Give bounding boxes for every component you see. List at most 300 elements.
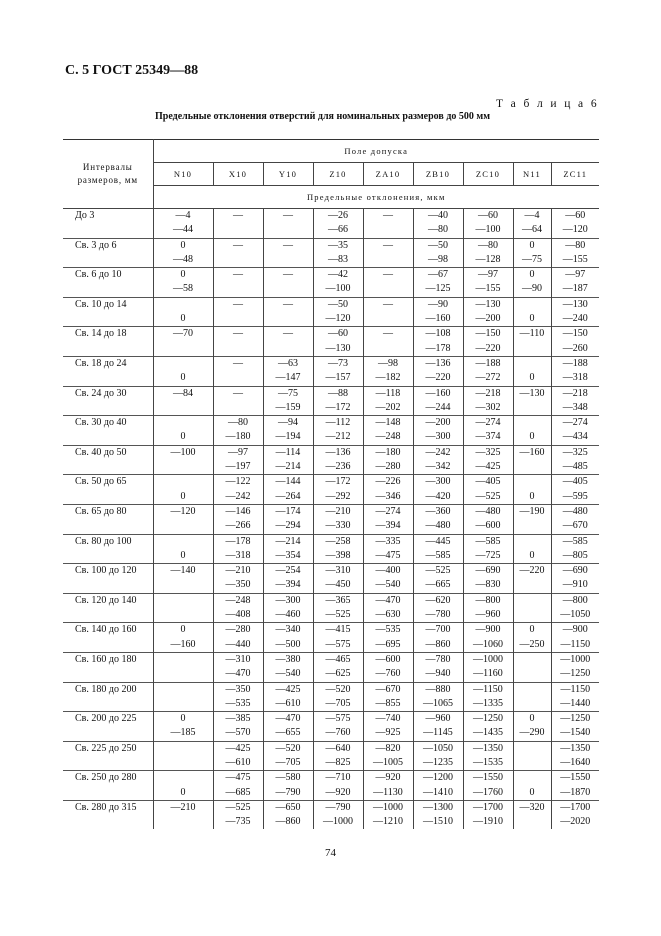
deviation-cell <box>213 327 263 357</box>
upper-deviation: —258 <box>325 535 351 547</box>
deviation-cell <box>363 771 413 801</box>
upper-deviation: —248 <box>225 594 251 606</box>
deviation-cell <box>313 800 363 829</box>
upper-deviation: —1150 <box>560 683 591 695</box>
row-interval-label: Св. 225 до 250 <box>63 741 153 771</box>
row-interval-label: Св. 40 до 50 <box>63 445 153 475</box>
deviation-cell <box>413 741 463 771</box>
lower-deviation: —1440 <box>560 697 591 709</box>
lower-deviation: —920 <box>325 786 351 798</box>
deviation-cell <box>363 238 413 268</box>
lower-deviation <box>514 401 551 415</box>
upper-deviation: —480 <box>562 505 588 517</box>
upper-deviation <box>514 357 551 371</box>
table-row <box>63 593 599 623</box>
lower-deviation: —330 <box>325 520 351 532</box>
column-header: Z10 <box>313 163 363 186</box>
upper-deviation: —75 <box>278 387 298 399</box>
upper-deviation <box>514 416 551 430</box>
lower-deviation: —540 <box>275 668 301 680</box>
lower-deviation <box>154 756 213 770</box>
upper-deviation: —385 <box>225 713 251 725</box>
lower-deviation: —178 <box>425 342 451 354</box>
deviation-cell <box>263 593 313 623</box>
lower-deviation: —760 <box>375 668 401 680</box>
deviation-cell <box>313 445 363 475</box>
deviation-cell <box>313 534 363 564</box>
upper-deviation: —900 <box>562 624 588 636</box>
upper-deviation: —670 <box>375 683 401 695</box>
lower-deviation: —860 <box>425 638 451 650</box>
lower-deviation: —670 <box>562 520 588 532</box>
upper-deviation: — <box>233 357 243 369</box>
upper-deviation: —1200 <box>423 772 453 784</box>
table-row <box>63 800 599 829</box>
column-header: ZC10 <box>463 163 513 186</box>
lower-deviation <box>214 312 263 326</box>
deviation-cell <box>463 771 513 801</box>
deviation-cell <box>551 623 599 653</box>
deviation-cell <box>463 534 513 564</box>
deviation-cell <box>413 475 463 505</box>
lower-deviation <box>154 667 213 681</box>
deviation-cell <box>513 445 551 475</box>
deviation-cell <box>513 682 551 712</box>
upper-deviation <box>154 357 213 371</box>
upper-deviation: —130 <box>519 387 545 399</box>
deviation-cell <box>363 593 413 623</box>
lower-deviation <box>514 460 551 474</box>
deviation-cell <box>313 238 363 268</box>
upper-deviation: —740 <box>375 713 401 725</box>
tolerance-table-wrapper <box>63 139 599 829</box>
deviation-cell <box>313 297 363 327</box>
deviation-cell <box>363 564 413 594</box>
deviation-cell <box>551 682 599 712</box>
deviation-cell <box>213 238 263 268</box>
upper-deviation: —380 <box>275 653 301 665</box>
deviation-cell <box>363 356 413 386</box>
deviation-cell <box>413 682 463 712</box>
deviation-cell <box>363 297 413 327</box>
upper-deviation: — <box>233 239 243 251</box>
upper-deviation: — <box>283 298 293 310</box>
upper-deviation: — <box>383 298 393 310</box>
deviation-cell <box>153 623 213 653</box>
table-row <box>63 682 599 712</box>
lower-deviation: —294 <box>275 520 301 532</box>
upper-deviation: —190 <box>519 505 545 517</box>
lower-deviation: —525 <box>475 490 501 502</box>
upper-deviation: —900 <box>475 624 501 636</box>
deviation-cell <box>413 771 463 801</box>
deviation-cell <box>513 475 551 505</box>
deviation-cell <box>513 800 551 829</box>
lower-deviation: —480 <box>425 520 451 532</box>
lower-deviation: —200 <box>475 313 501 325</box>
deviation-cell <box>313 386 363 416</box>
lower-deviation: —434 <box>562 431 588 443</box>
lower-deviation: —585 <box>425 549 451 561</box>
upper-deviation: 0 <box>529 239 535 251</box>
page-number: 74 <box>325 847 336 859</box>
upper-deviation <box>514 771 551 785</box>
deviation-cell <box>551 593 599 623</box>
deviation-cell <box>413 386 463 416</box>
table-row <box>63 297 599 327</box>
deviation-cell <box>551 652 599 682</box>
lower-deviation: —1160 <box>473 668 503 680</box>
upper-deviation: —242 <box>425 446 451 458</box>
lower-deviation: —64 <box>522 224 542 236</box>
upper-deviation: —274 <box>375 505 401 517</box>
lower-deviation <box>214 401 263 415</box>
deviation-cell <box>313 504 363 534</box>
lower-deviation <box>214 371 263 385</box>
table-row <box>63 623 599 653</box>
upper-deviation: —465 <box>325 653 351 665</box>
lower-deviation: —290 <box>519 727 545 739</box>
upper-deviation: —50 <box>428 239 448 251</box>
lower-deviation <box>514 756 551 770</box>
deviation-cell <box>551 238 599 268</box>
deviation-cell <box>413 356 463 386</box>
upper-deviation: —146 <box>225 505 251 517</box>
deviation-cell <box>363 268 413 298</box>
deviation-cell <box>463 416 513 446</box>
upper-deviation: —144 <box>275 476 301 488</box>
lower-deviation: —705 <box>325 697 351 709</box>
upper-deviation <box>154 594 213 608</box>
upper-deviation: —280 <box>225 624 251 636</box>
lower-deviation: —302 <box>475 401 501 413</box>
table-number: Т а б л и ц а 6 <box>495 98 599 110</box>
deviation-cell <box>213 741 263 771</box>
lower-deviation: —398 <box>325 549 351 561</box>
upper-deviation: —80 <box>228 417 248 429</box>
deviation-cell <box>213 771 263 801</box>
deviation-cell <box>153 593 213 623</box>
lower-deviation: —318 <box>225 549 251 561</box>
deviation-cell <box>313 741 363 771</box>
table-row <box>63 712 599 742</box>
upper-deviation: —640 <box>325 742 351 754</box>
lower-deviation: —272 <box>475 372 501 384</box>
upper-deviation: —130 <box>562 298 588 310</box>
upper-deviation: —180 <box>375 446 401 458</box>
upper-deviation: —88 <box>328 387 348 399</box>
upper-deviation: —1000 <box>373 801 403 813</box>
deviation-cell <box>263 445 313 475</box>
deviation-cell <box>463 209 513 239</box>
deviation-cell <box>153 327 213 357</box>
lower-deviation: —420 <box>425 490 451 502</box>
lower-deviation: —128 <box>475 253 501 265</box>
row-interval-label: Св. 14 до 18 <box>63 327 153 357</box>
upper-deviation: —585 <box>475 535 501 547</box>
lower-deviation: —202 <box>375 401 401 413</box>
deviation-cell <box>263 356 313 386</box>
deviation-cell <box>153 297 213 327</box>
row-interval-label: Св. 65 до 80 <box>63 504 153 534</box>
lower-deviation: —450 <box>325 579 351 591</box>
upper-deviation <box>154 475 213 489</box>
lower-deviation <box>364 223 413 237</box>
upper-deviation <box>154 535 213 549</box>
lower-deviation: —194 <box>275 431 301 443</box>
lower-deviation: 0 <box>529 786 535 798</box>
deviation-cell <box>153 268 213 298</box>
upper-deviation: —26 <box>328 210 348 221</box>
column-header: N11 <box>513 163 551 186</box>
lower-deviation: —394 <box>375 520 401 532</box>
deviation-cell <box>513 416 551 446</box>
upper-deviation: —1000 <box>473 653 503 665</box>
lower-deviation: —155 <box>562 253 588 265</box>
deviation-cell <box>363 416 413 446</box>
upper-deviation: —97 <box>565 269 586 281</box>
deviation-cell <box>263 741 313 771</box>
lower-deviation: —595 <box>562 490 588 502</box>
lower-deviation: —80 <box>428 224 448 236</box>
deviation-cell <box>263 682 313 712</box>
deviations-label: Предельные отклонения, мкм <box>153 186 599 209</box>
lower-deviation: —630 <box>375 609 401 621</box>
lower-deviation: —910 <box>562 579 588 591</box>
deviation-cell <box>463 800 513 829</box>
table-row <box>63 386 599 416</box>
upper-deviation: —790 <box>325 801 351 813</box>
lower-deviation: —236 <box>325 461 351 473</box>
upper-deviation: —300 <box>275 594 301 606</box>
deviation-cell <box>551 297 599 327</box>
upper-deviation: —405 <box>562 476 588 488</box>
lower-deviation: —130 <box>325 342 351 354</box>
lower-deviation: —280 <box>375 461 401 473</box>
lower-deviation: —1150 <box>560 638 591 650</box>
upper-deviation: —1550 <box>560 772 591 784</box>
lower-deviation: —925 <box>375 727 401 739</box>
upper-deviation: —60 <box>328 328 348 340</box>
row-interval-label: Св. 280 до 315 <box>63 800 153 829</box>
lower-deviation: —1640 <box>560 756 591 768</box>
lower-deviation: —264 <box>275 490 301 502</box>
lower-deviation: —695 <box>375 638 401 650</box>
upper-deviation: —110 <box>519 328 545 340</box>
lower-deviation <box>154 401 213 415</box>
upper-deviation: —112 <box>325 417 351 429</box>
deviation-cell <box>313 327 363 357</box>
upper-deviation: —60 <box>478 210 498 221</box>
upper-deviation: —97 <box>478 269 498 281</box>
upper-deviation: —535 <box>375 624 401 636</box>
row-interval-label: Св. 3 до 6 <box>63 238 153 268</box>
lower-deviation: —475 <box>375 549 401 561</box>
upper-deviation: —254 <box>275 565 301 577</box>
lower-deviation: —75 <box>522 253 542 265</box>
upper-deviation: —172 <box>325 476 351 488</box>
deviation-cell <box>413 268 463 298</box>
deviation-cell <box>551 712 599 742</box>
deviation-cell <box>213 209 263 239</box>
upper-deviation: —340 <box>275 624 301 636</box>
lower-deviation: —525 <box>325 609 351 621</box>
upper-deviation <box>514 535 551 549</box>
table-row <box>63 741 599 771</box>
upper-deviation: —405 <box>475 476 501 488</box>
tolerance-table <box>63 139 599 829</box>
table-row <box>63 238 599 268</box>
table-row <box>63 356 599 386</box>
lower-deviation: —1335 <box>473 697 503 709</box>
upper-deviation: —470 <box>375 594 401 606</box>
upper-deviation: —100 <box>170 446 196 458</box>
deviation-cell <box>313 652 363 682</box>
deviation-cell <box>551 534 599 564</box>
upper-deviation: 0 <box>180 713 186 725</box>
lower-deviation: 0 <box>529 431 535 443</box>
deviation-cell <box>153 209 213 239</box>
deviation-cell <box>263 268 313 298</box>
upper-deviation: —80 <box>565 239 586 251</box>
lower-deviation: —1910 <box>473 816 503 828</box>
deviation-cell <box>413 297 463 327</box>
lower-deviation: —940 <box>425 668 451 680</box>
lower-deviation <box>214 282 263 296</box>
lower-deviation: —100 <box>475 224 501 236</box>
upper-deviation: —214 <box>275 535 301 547</box>
deviation-cell <box>263 209 313 239</box>
upper-deviation: 0 <box>529 713 535 725</box>
deviation-cell <box>513 504 551 534</box>
deviation-cell <box>313 356 363 386</box>
upper-deviation: —365 <box>325 594 351 606</box>
deviation-cell <box>551 268 599 298</box>
table-row <box>63 771 599 801</box>
upper-deviation: 0 <box>180 269 186 281</box>
lower-deviation: —1130 <box>373 786 403 798</box>
lower-deviation: 0 <box>529 313 535 325</box>
lower-deviation: —600 <box>475 520 501 532</box>
upper-deviation: — <box>283 269 293 281</box>
upper-deviation: —800 <box>475 594 501 606</box>
deviation-cell <box>513 593 551 623</box>
document-header: С. 5 ГОСТ 25349—88 <box>65 63 199 78</box>
upper-deviation: —4 <box>524 210 540 221</box>
lower-deviation: —440 <box>225 638 251 650</box>
upper-deviation: —650 <box>275 801 301 813</box>
upper-deviation: —820 <box>375 742 401 754</box>
lower-deviation: —830 <box>475 579 501 591</box>
deviation-cell <box>463 504 513 534</box>
deviation-cell <box>313 209 363 239</box>
lower-deviation: —300 <box>425 431 451 443</box>
lower-deviation: —1065 <box>423 697 453 709</box>
deviation-cell <box>463 356 513 386</box>
deviation-cell <box>463 268 513 298</box>
upper-deviation: — <box>233 328 243 340</box>
deviation-cell <box>263 416 313 446</box>
lower-deviation: —374 <box>475 431 501 443</box>
deviation-cell <box>363 800 413 829</box>
row-interval-label: Св. 10 до 14 <box>63 297 153 327</box>
lower-deviation: —394 <box>275 579 301 591</box>
lower-deviation: —58 <box>173 283 193 295</box>
upper-deviation: —600 <box>375 653 401 665</box>
deviation-cell <box>313 475 363 505</box>
lower-deviation: —48 <box>173 253 193 265</box>
upper-deviation: — <box>233 210 243 221</box>
row-interval-label: Св. 18 до 24 <box>63 356 153 386</box>
upper-deviation: —1350 <box>560 742 591 754</box>
deviation-cell <box>213 504 263 534</box>
upper-deviation: —210 <box>170 801 196 813</box>
deviation-cell <box>213 682 263 712</box>
deviation-cell <box>213 416 263 446</box>
upper-deviation <box>154 742 213 756</box>
table-row <box>63 652 599 682</box>
deviation-cell <box>213 297 263 327</box>
row-interval-label: Св. 100 до 120 <box>63 564 153 594</box>
row-interval-label: Св. 140 до 160 <box>63 623 153 653</box>
deviation-cell <box>463 564 513 594</box>
deviation-cell <box>551 356 599 386</box>
deviation-cell <box>513 268 551 298</box>
lower-deviation: —790 <box>275 786 301 798</box>
upper-deviation: —136 <box>425 357 451 369</box>
lower-deviation: —187 <box>562 283 588 295</box>
lower-deviation: —172 <box>325 401 351 413</box>
upper-deviation: — <box>383 210 393 221</box>
deviation-cell <box>413 623 463 653</box>
upper-deviation <box>514 742 551 756</box>
upper-deviation: 0 <box>180 239 186 251</box>
upper-deviation: —140 <box>170 565 196 577</box>
deviation-cell <box>413 209 463 239</box>
lower-deviation: —1535 <box>473 756 503 768</box>
row-interval-label: Св. 80 до 100 <box>63 534 153 564</box>
upper-deviation: —274 <box>475 417 501 429</box>
column-header: ZA10 <box>363 163 413 186</box>
lower-deviation: —125 <box>425 283 451 295</box>
lower-deviation: —160 <box>425 313 451 325</box>
deviation-cell <box>513 771 551 801</box>
lower-deviation: 0 <box>180 313 186 325</box>
deviation-cell <box>213 623 263 653</box>
deviation-cell <box>153 712 213 742</box>
upper-deviation: —1250 <box>473 713 503 725</box>
upper-deviation: —470 <box>275 713 301 725</box>
deviation-cell <box>551 475 599 505</box>
row-interval-label: Св. 200 до 225 <box>63 712 153 742</box>
deviation-cell <box>263 800 313 829</box>
deviation-cell <box>153 800 213 829</box>
upper-deviation: —780 <box>425 653 451 665</box>
lower-deviation: —120 <box>325 313 351 325</box>
upper-deviation: —325 <box>475 446 501 458</box>
lower-deviation <box>154 697 213 711</box>
lower-deviation: —159 <box>275 401 301 413</box>
lower-deviation: —260 <box>562 342 588 354</box>
deviation-cell <box>153 386 213 416</box>
upper-deviation: —80 <box>478 239 498 251</box>
lower-deviation: —220 <box>475 342 501 354</box>
upper-deviation: —1000 <box>560 653 591 665</box>
lower-deviation: —66 <box>328 224 348 236</box>
lower-deviation: —735 <box>225 816 251 828</box>
lower-deviation: —1410 <box>423 786 453 798</box>
upper-deviation: —920 <box>375 772 401 784</box>
